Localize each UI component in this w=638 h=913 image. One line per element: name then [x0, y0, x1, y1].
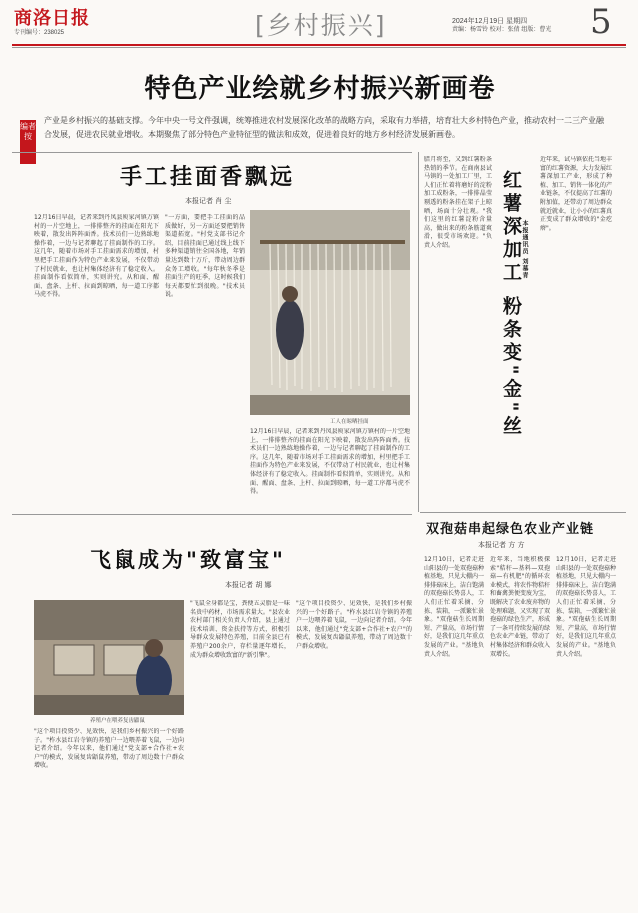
issue-number: 专刊编号：238025	[14, 30, 65, 36]
squirrel-photo-illustration	[34, 600, 184, 715]
column-divider	[418, 152, 419, 512]
section-title: [乡村振兴]	[255, 11, 387, 40]
staff-line: 责编：杨雪铃 校对：张倩 组版：曹光	[452, 27, 552, 33]
article-body-squirrel-1: "这个项目投资少、见效快，是我们乡村振兴的一个好路子。"柞水县红岩寺镇的养殖户一边喂养着飞鼠，一边向记者介绍。今年以来，他们通过"党支部+合作社+农户"的模式，发展复齿鼯鼠养殖，带动了周边数十户群众增收。	[34, 728, 184, 770]
byline-noodles: 本报记者 肖 尘	[185, 197, 232, 205]
issue-date: 2024年12月19日 星期四	[452, 18, 528, 25]
article-body-squirrel-3: "这个项目投资少、见效快，是我们乡村振兴的一个好路子。"柞水县红岩寺镇的养殖户一边喂养着飞鼠，一边向记者介绍。今年以来，他们通过"党支部+合作社+农户"的模式，发展复齿鼯鼠养殖，带动了周边数十户群众增收。	[296, 600, 412, 650]
article-body-squirrel-2: "飞鼠全身都是宝，粪便五灵脂是一味名贵中药材，市场需求量大。"县农业农村部门相关负责人介绍，县上通过技术培训、资金扶持等方式，积极引导群众发展特色养殖，目前全县已有养殖户200余户，存栏量逐年增长，成为群众增收致富的"新引擎"。	[190, 600, 290, 659]
page-headline: 特色产业绘就乡村振兴新画卷	[144, 74, 496, 104]
article-body-noodles-3: 12月16日早晨，记者来到丹凤县庾家河镇万镇村的一片空地上，一排排整齐的挂面在阳光下映着，散发出阵阵面香。技术员们一边熟练地操作着，一边与记者聊起了挂面制作的工序。这几年，随着市场对手工挂面需求的增加，村里把手工挂面作为特色产业来发展，不仅带动了村民就业，也让村集体经济有了稳定收入。挂面制作看似简单，实则讲究。从和面、醒面、盘条、上杆、拉面到晾晒，每一道工序都马虎不得。	[250, 428, 410, 496]
byline-potato: 本报通讯员 刘慕青	[521, 220, 528, 280]
header-rule-thin	[12, 47, 626, 48]
article-title-squirrel: 飞鼠成为"致富宝"	[90, 547, 286, 572]
divider	[12, 152, 412, 153]
article-body-mushroom-1: 12月10日，记者走进山阳县的一处双孢菇种植基地，只见大棚内一排排菇床上，洁白饱满的双孢菇长势喜人，工人们正忙着采摘、分拣、装箱，一派繁忙景象。"双孢菇生长周期短、产量高，市场行情好，是我们这几年重点发展的产业。"基地负责人介绍。	[424, 556, 484, 658]
noodles-photo-illustration	[250, 210, 410, 415]
squirrel-caption: 养殖户在喂养复齿鼯鼠	[90, 718, 146, 724]
page-number: 5	[590, 2, 612, 42]
article-title-potato: 红薯深加工 粉条变"金"丝	[500, 170, 522, 439]
masthead	[14, 9, 114, 43]
newspaper-logo: 商洛日报	[14, 8, 90, 29]
article-body-noodles-1: 12月16日早晨，记者来到丹凤县庾家河镇万镇村的一片空地上，一排排整齐的挂面在阳光下映着，散发出阵阵面香。技术员们一边熟练地操作着，一边与记者聊起了挂面制作的工序。这几年，随着市场对手工挂面需求的增加，村里把手工挂面作为特色产业来发展，不仅带动了村民就业，也让村集体经济有了稳定收入。挂面制作看似简单，实则讲究。从和面、醒面、盘条、上杆、拉面到晾晒，每一道工序都马虎不得。	[34, 214, 159, 299]
article-title-mushroom: 双孢菇串起绿色农业产业链	[426, 522, 595, 537]
date-block	[452, 18, 551, 34]
divider	[420, 512, 626, 513]
article-body-mushroom-2: 近年来，当地积极探索"秸秆—基料—双孢菇—有机肥"的循环农业模式，将农作物秸秆和畜禽粪便变废为宝，既解决了农业废弃物的处理难题，又实现了双孢菇的绿色生产，形成了一条可持续发展的绿色农业产业链，带动了村集体经济和群众收入双增长。	[490, 556, 550, 658]
article-body-mushroom-3: 12月10日，记者走进山阳县的一处双孢菇种植基地，只见大棚内一排排菇床上，洁白饱满的双孢菇长势喜人，工人们正忙着采摘、分拣、装箱，一派繁忙景象。"双孢菇生长周期短、产量高，市场行情好，是我们这几年重点发展的产业。"基地负责人介绍。	[556, 556, 616, 658]
byline-squirrel: 本报记者 胡 娜	[225, 581, 272, 589]
editor-note-tag: 编者按	[20, 120, 36, 164]
header-rule	[12, 44, 626, 46]
byline-mushroom: 本报记者 方 方	[478, 541, 525, 549]
editor-note: 产业是乡村振兴的基础支撑。今年中央一号文件强调，统筹推进农村发展深化改革的战略方向，采取有力举措，培育壮大乡村特色产业，推动农村一二三产业融合发展，促进农民就业增收。本期聚焦了部分特色产业特征型的做法和成效，促进着良好的地方乡村经济发展新画卷。	[44, 116, 604, 139]
noodles-photo	[250, 210, 410, 415]
article-body-potato-2: 近年来，试马镇依托当地丰富的红薯资源，大力发展红薯深加工产业，形成了种植、加工、销售一体化的产业链条，不仅提高了红薯的附加值，还带动了周边群众就近就业，让小小的红薯真正变成了群众增收的"金疙瘩"。	[540, 156, 612, 232]
divider	[12, 514, 412, 515]
article-body-potato-1: 腊月将至，又到红薯粉条热销的季节。在商南县试马镇的一处加工厂里，工人们正忙着将磨好的淀粉加工成粉条，一排排晶莹剔透的粉条挂在架子上晾晒，场面十分壮观。"我们这里的红薯淀粉含量高，做出来的粉条筋道爽滑，很受市场欢迎。"负责人介绍。	[424, 156, 492, 249]
article-title-noodles: 手工挂面香飘远	[120, 164, 296, 190]
noodles-caption: 工人在晾晒挂面	[330, 419, 369, 425]
article-body-noodles-2: "一方面，要把手工挂面的品质做好，另一方面还要把销售渠道拓宽。"村党支部书记介绍，目前挂面已通过线上线下多种渠道销往全国各地，年销量达到数十万斤，带动周边群众务工增收。"每年秋冬季是挂面生产的旺季，这时候我们每天都要忙到很晚。"技术员说。	[165, 214, 245, 299]
squirrel-photo	[34, 600, 184, 715]
